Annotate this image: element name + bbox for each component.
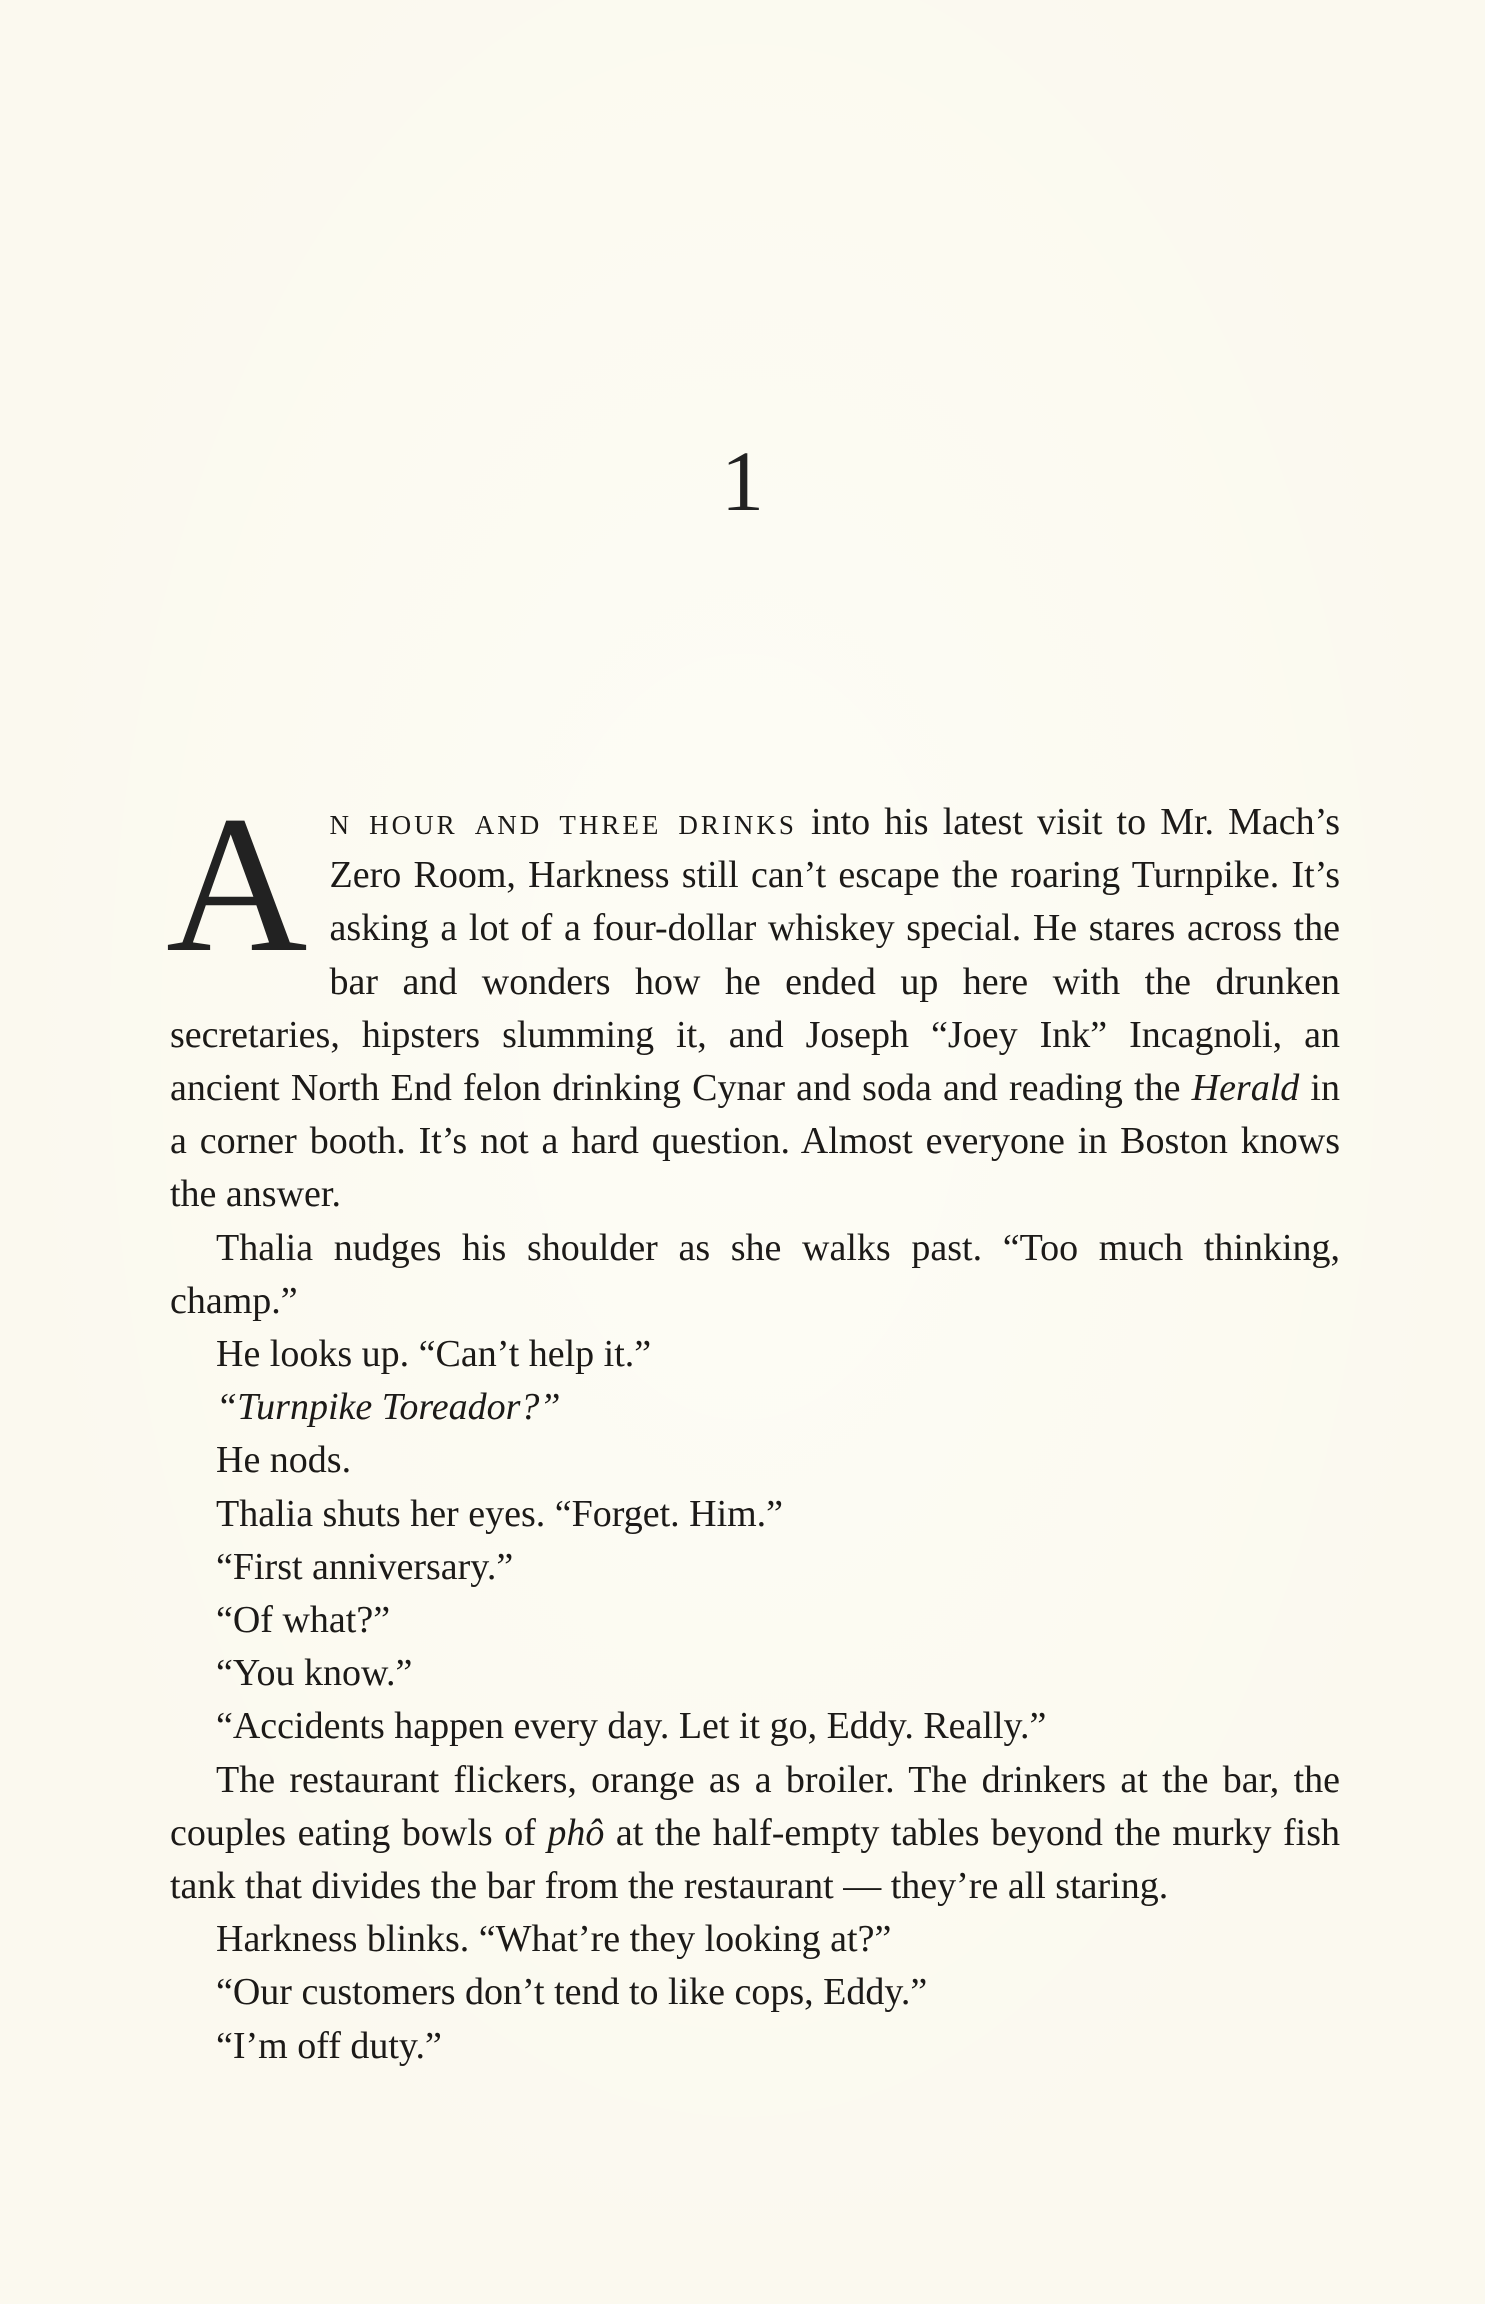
paragraph: “Of what?” xyxy=(216,1599,391,1642)
italic-word: phô xyxy=(547,1811,605,1854)
opening-text-end: in a corner booth. It’s not a hard question. Almost everyone in Boston knows the answer. xyxy=(170,1067,1340,1216)
paragraph: “First anniversary.” xyxy=(216,1545,514,1588)
opening-small-caps: n hour and three drinks xyxy=(329,801,797,843)
paragraph: He nods. xyxy=(216,1439,352,1482)
paragraph: “You know.” xyxy=(216,1652,413,1695)
paragraph: Thalia nudges his shoulder as she walks past. “Too much thinking, champ.” xyxy=(170,1226,1340,1322)
paragraph: “Our customers don’t tend to like cops, Eddy.” xyxy=(216,1971,928,2014)
drop-cap: A xyxy=(166,776,308,993)
paragraph: Thalia shuts her eyes. “Forget. Him.” xyxy=(216,1492,784,1535)
paragraph-text-end: at the half-empty tables beyond the murky fish tank that divides the bar from the restaurant — they’re all staring. xyxy=(170,1811,1340,1908)
opening-text: into his latest visit to Mr. Mach’s Zero Room, Harkness still can’t escape the roaring Turnpike. It’s asking a lot of a four-dollar whiskey special. He stares across the bar and wonders how he ended up here with the drunken secretaries, hipsters slumming it, and Joseph “Joey Ink” Incagnoli, an ancient North End felon drinking Cynar and soda and reading the xyxy=(170,801,1340,1110)
paragraph-text: The restaurant flickers, orange as a broiler. The drinkers at the bar, the couples eating bowls of xyxy=(170,1758,1340,1854)
italic-dialogue: “Turnpike Toreador?” xyxy=(216,1386,561,1429)
chapter-text xyxy=(166,776,1340,2073)
paragraph xyxy=(170,1381,1340,1434)
newspaper-title: Herald xyxy=(1191,1067,1300,1110)
paragraph xyxy=(170,1754,1340,1914)
paragraph: Harkness blinks. “What’re they looking at?” xyxy=(216,1918,892,1961)
paragraph: He looks up. “Can’t help it.” xyxy=(216,1333,652,1376)
paragraph: “Accidents happen every day. Let it go, Eddy. Really.” xyxy=(216,1705,1047,1748)
chapter-number: 1 xyxy=(721,433,764,529)
paragraph: “I’m off duty.” xyxy=(216,2024,442,2067)
opening-paragraph xyxy=(166,776,1340,1222)
